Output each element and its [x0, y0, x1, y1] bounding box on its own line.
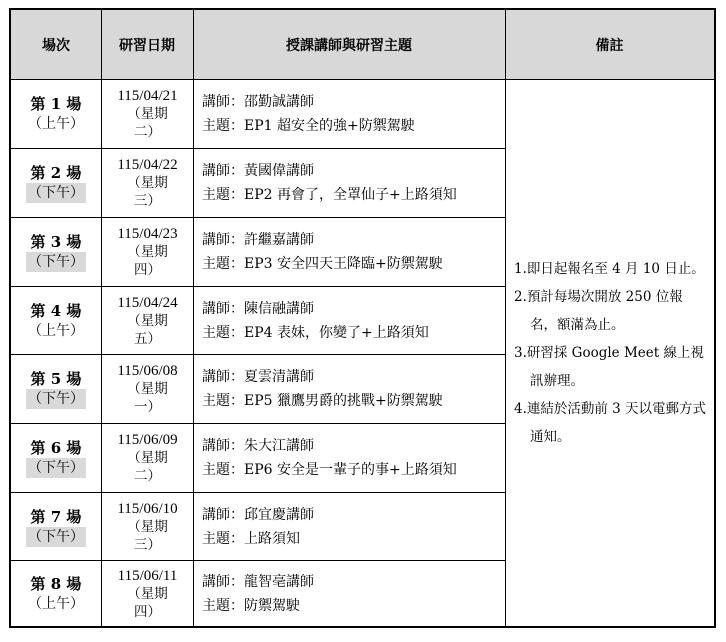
note-item: 4.連結於活動前 3 天以電郵方式通知。 — [514, 401, 707, 445]
table-row-session — [11, 287, 101, 354]
table-row-session — [11, 561, 101, 626]
session-time: （下午） — [28, 185, 84, 201]
note-item: 2.預計每場次開放 250 位報名，額滿為止。 — [514, 289, 683, 333]
session-date: 115/06/10 — [117, 500, 178, 517]
table-row-topic — [194, 493, 505, 560]
notes-cell — [506, 80, 714, 626]
lecturer-name: 講師：黃國偉講師 — [202, 163, 314, 179]
table-row-date — [102, 218, 193, 286]
session-topic: 主題：EP4 表妹，你變了+上路須知 — [202, 324, 429, 341]
table-row-date — [102, 80, 193, 148]
schedule-table — [9, 8, 716, 628]
table-row-date — [102, 493, 193, 560]
session-date: 115/04/24 — [117, 294, 178, 311]
session-time: （上午） — [28, 116, 84, 132]
table-row-topic — [194, 424, 505, 492]
session-date: 115/06/11 — [117, 567, 178, 584]
table-row-date — [102, 561, 193, 626]
header-session: 場次 — [11, 10, 101, 80]
header-topic: 授課講師與研習主題 — [193, 10, 505, 80]
session-weekday: （星期二） — [127, 106, 168, 139]
session-number: 第 6 場 — [30, 439, 82, 457]
lecturer-name: 講師：陳信融講師 — [202, 300, 314, 317]
session-topic: 主題：EP5 獵鷹男爵的挑戰+防禦駕駛 — [202, 393, 443, 409]
table-row-session — [11, 149, 101, 217]
note-item: 1.即日起報名至 4 月 10 日止。 — [514, 261, 705, 277]
session-topic: 主題：上路須知 — [202, 530, 300, 547]
session-weekday: （星期二） — [127, 450, 168, 483]
session-date: 115/04/22 — [117, 157, 178, 173]
session-number: 第 7 場 — [30, 507, 82, 526]
session-number: 第 1 場 — [30, 95, 82, 113]
session-topic: 主題：EP2 再會了，全罩仙子+上路須知 — [202, 187, 457, 203]
session-date: 115/06/09 — [117, 432, 178, 448]
table-row-date — [102, 355, 193, 423]
table-row-topic — [194, 287, 505, 354]
lecturer-name: 講師：邱宜慶講師 — [202, 506, 314, 523]
table-row-session — [11, 218, 101, 286]
lecturer-name: 講師：邵勤誠講師 — [202, 94, 314, 110]
session-date: 115/04/23 — [117, 226, 178, 242]
header-notes: 備註 — [505, 10, 714, 80]
table-row-topic — [194, 80, 505, 148]
session-weekday: （星期四） — [127, 585, 168, 619]
session-date: 115/06/08 — [117, 363, 178, 379]
table-row-session — [11, 424, 101, 492]
lecturer-name: 講師：朱大江講師 — [202, 438, 314, 454]
table-row-session — [11, 355, 101, 423]
note-item: 3.研習採 Google Meet 線上視訊辦理。 — [514, 345, 704, 389]
table-row-date — [102, 149, 193, 217]
session-number: 第 2 場 — [30, 164, 82, 182]
session-time: （下午） — [28, 391, 84, 407]
session-number: 第 5 場 — [30, 370, 82, 388]
session-topic: 主題：EP1 超安全的強+防禦駕駛 — [202, 118, 415, 134]
table-row-topic — [194, 561, 505, 626]
session-weekday: （星期三） — [127, 518, 168, 552]
table-row-session — [11, 493, 101, 560]
session-number: 第 8 場 — [30, 574, 82, 593]
table-row-session — [11, 80, 101, 148]
header-date: 研習日期 — [101, 10, 193, 80]
session-weekday: （星期四） — [127, 244, 168, 277]
session-weekday: （星期五） — [127, 312, 168, 346]
session-time: （上午） — [28, 322, 84, 339]
table-row-topic — [194, 149, 505, 217]
session-topic: 主題：EP6 安全是一輩子的事+上路須知 — [202, 462, 457, 478]
session-number: 第 3 場 — [30, 233, 82, 251]
table-row-date — [102, 287, 193, 354]
table-row-topic — [194, 355, 505, 423]
session-time: （上午） — [28, 595, 84, 612]
session-weekday: （星期三） — [127, 175, 168, 208]
lecturer-name: 講師：許繼嘉講師 — [202, 232, 314, 248]
table-row-date — [102, 424, 193, 492]
lecturer-name: 講師：夏雲清講師 — [202, 369, 314, 385]
session-time: （下午） — [28, 460, 84, 476]
session-number: 第 4 場 — [30, 301, 82, 320]
session-weekday: （星期一） — [127, 381, 168, 414]
session-time: （下午） — [28, 528, 84, 545]
session-topic: 主題：防禦駕駛 — [202, 597, 300, 614]
lecturer-name: 講師：龍智亳講師 — [202, 573, 314, 590]
table-row-topic — [194, 218, 505, 286]
session-date: 115/04/21 — [117, 88, 178, 104]
session-time: （下午） — [28, 254, 84, 270]
session-topic: 主題：EP3 安全四天王降臨+防禦駕駛 — [202, 256, 443, 272]
